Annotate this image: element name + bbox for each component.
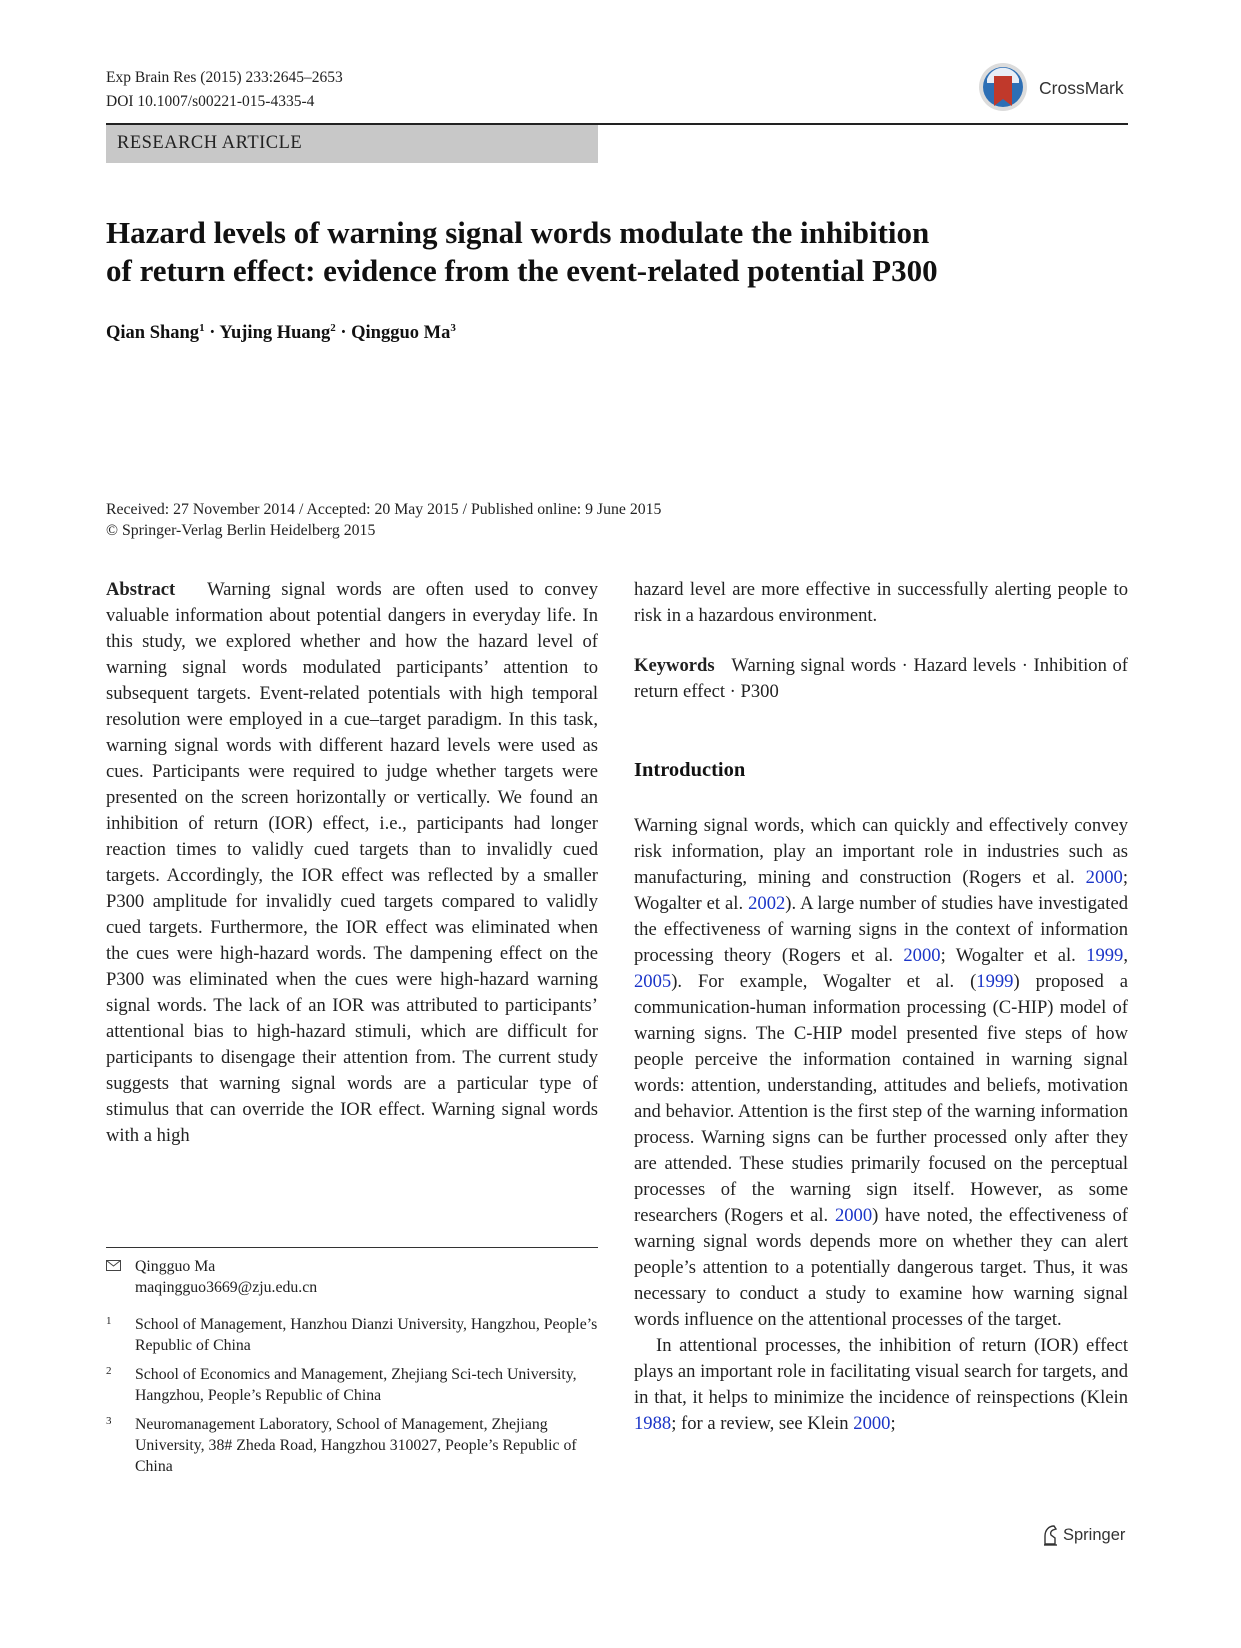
author-separator: · (209, 323, 216, 344)
text-run: ; Wogalter et al. (940, 945, 1087, 966)
citation-link[interactable]: 1999 (1086, 945, 1124, 966)
text-run: , (1123, 945, 1128, 966)
affiliation-number: 3 (106, 1415, 112, 1427)
affiliation-number: 2 (106, 1365, 112, 1377)
text-run: ). A large number of studies have investigated the effectiveness of warning signs in the context of information processing theory (Rogers et al. (634, 893, 1128, 966)
citation-link[interactable]: 1988 (634, 1413, 672, 1434)
text-run: ) have noted, the effectiveness of warning signal words depends more on whether they can alert people’s attention to a potentially dangerous target. Thus, it was necessary to conduct a study to examine how warning signal words influence on the attentional processes of the target. (634, 1205, 1128, 1330)
abstract-column (106, 577, 598, 1149)
text-run: ; Wogalter et al. (634, 867, 1128, 914)
article-title (106, 214, 1106, 290)
corresponding-email[interactable]: maqingguo3669@zju.edu.cn (135, 1279, 318, 1296)
intro-paragraph-2 (634, 1333, 1128, 1437)
journal-citation: Exp Brain Res (2015) 233:2645–2653 (106, 69, 343, 86)
author-affiliation-mark: 1 (199, 322, 205, 334)
author-separator: · (340, 323, 347, 344)
crossmark-icon (978, 62, 1028, 112)
affiliation-text: School of Economics and Management, Zhejiang Sci-tech University, Hangzhou, People’s Republic of China (135, 1366, 577, 1404)
footnotes (106, 1256, 598, 1477)
affiliation-number: 1 (106, 1315, 112, 1327)
section-heading-introduction: Introduction (634, 759, 746, 781)
keywords (634, 653, 1128, 705)
text-run: ; for a review, see Klein (671, 1413, 854, 1434)
text-run: In attentional processes, the inhibition of return (IOR) effect plays an important role in facilitating visual search for targets, and in that, it helps to minimize the incidence of reinspections (Klein (634, 1335, 1128, 1408)
citation-link[interactable]: 1999 (976, 971, 1014, 992)
author-list (106, 322, 456, 344)
article-type-band (106, 125, 598, 163)
intro-paragraph-1 (634, 813, 1128, 1333)
doi[interactable]: DOI 10.1007/s00221-015-4335-4 (106, 93, 315, 110)
springer-horse-icon (1041, 1524, 1061, 1546)
author-name[interactable]: Qingguo Ma (351, 323, 451, 344)
citation-link[interactable]: 2000 (834, 1205, 873, 1226)
publisher-logo (1041, 1522, 1141, 1550)
crossmark-badge[interactable] (978, 62, 1128, 120)
affiliation-text: School of Management, Hanzhou Dianzi University, Hangzhou, People’s Republic of China (135, 1316, 598, 1354)
author-affiliation-mark: 3 (450, 322, 456, 334)
abstract-text: Warning signal words are often used to convey valuable information about potential dangers in everyday life. In this study, we explored whether and how the hazard level of warning signal words modulated participants’ attention to subsequent targets. Event-related potentials with high temporal resolution were employed in a cue–target paradigm. In this task, warning signal words with different hazard levels were used as cues. Participants were required to judge whether targets were presented on the screen horizontally or vertically. We found an inhibition of return (IOR) effect, i.e., participants had longer reaction times to validly cued targets than to invalidly cued targets. Accordingly, the IOR effect was reflected by a smaller P300 amplitude for invalidly cued targets compared to validly cued targets. Furthermore, the IOR effect was eliminated when the cues were high-hazard words. The dampening effect on the P300 was eliminated when the cues were high-hazard warning signal words. The lack of an IOR was attributed to participants’ attentional bias to high-hazard stimuli, which are difficult for participants to disengage their attention from. The current study suggests that warning signal words are a particular type of stimulus that can override the IOR effect. Warning signal words with a high (106, 579, 598, 1146)
text-run: ). For example, Wogalter et al. ( (671, 971, 977, 992)
keywords-text: Warning signal words · Hazard levels · Inhibition of return effect · P300 (634, 655, 1128, 702)
text-run: Warning signal words, which can quickly and effectively convey risk information, play an important role in industries such as manufacturing, mining and construction (Rogers et al. (634, 815, 1128, 888)
title-line-1: Hazard levels of warning signal words modulate the inhibition (106, 215, 930, 250)
author-name[interactable]: Qian Shang (106, 323, 200, 344)
title-line-2: of return effect: evidence from the event-related potential P300 (106, 253, 938, 288)
affiliation-3 (106, 1414, 598, 1477)
corresponding-author (106, 1256, 598, 1298)
publisher-name: Springer (1063, 1526, 1126, 1544)
citation-link[interactable]: 2000 (1085, 867, 1123, 888)
copyright: © Springer-Verlag Berlin Heidelberg 2015 (106, 522, 376, 539)
abstract-label: Abstract (106, 579, 176, 600)
text-run: ) proposed a communication-human information processing (C-HIP) model of warning signs. The C-HIP model presented five steps of how people perceive the information contained in warning signal words: attention, understanding, attitudes and beliefs, motivation and behavior. Attention is the first step of the warning information process. Warning signs can be further processed only after they are attended. These studies primarily focused on the perceptual processes of the warning sign itself. However, as some researchers (Rogers et al. (634, 971, 1128, 1226)
author-affiliation-mark: 2 (330, 322, 336, 334)
keywords-label: Keywords (634, 655, 715, 676)
citation-link[interactable]: 2002 (748, 893, 786, 914)
corresponding-name: Qingguo Ma (135, 1258, 216, 1275)
affiliation-2 (106, 1364, 598, 1406)
citation-link[interactable]: 2000 (853, 1413, 891, 1434)
citation-link[interactable]: 2005 (634, 971, 672, 992)
journal-info (106, 66, 343, 114)
abstract-continued: hazard level are more effective in successfully alerting people to risk in a hazardous environment. (634, 579, 1128, 626)
introduction-body (634, 813, 1128, 1437)
crossmark-label: CrossMark (1039, 78, 1124, 98)
author-name[interactable]: Yujing Huang (219, 323, 331, 344)
text-run: ; (890, 1413, 896, 1434)
abstract (106, 577, 598, 1149)
date-history: Received: 27 November 2014 / Accepted: 20 May 2015 / Published online: 9 June 2015 (106, 501, 662, 518)
footnote-rule (106, 1247, 598, 1248)
affiliation-text: Neuromanagement Laboratory, School of Management, Zhejiang University, 38# Zheda Road, Hangzhou 310027, People’s Republic of China (135, 1416, 577, 1475)
article-type: RESEARCH ARTICLE (117, 133, 303, 153)
right-column-top (634, 577, 1128, 705)
affiliation-1 (106, 1314, 598, 1356)
envelope-icon (106, 1260, 121, 1271)
publication-dates (106, 499, 661, 541)
citation-link[interactable]: 2000 (903, 945, 941, 966)
